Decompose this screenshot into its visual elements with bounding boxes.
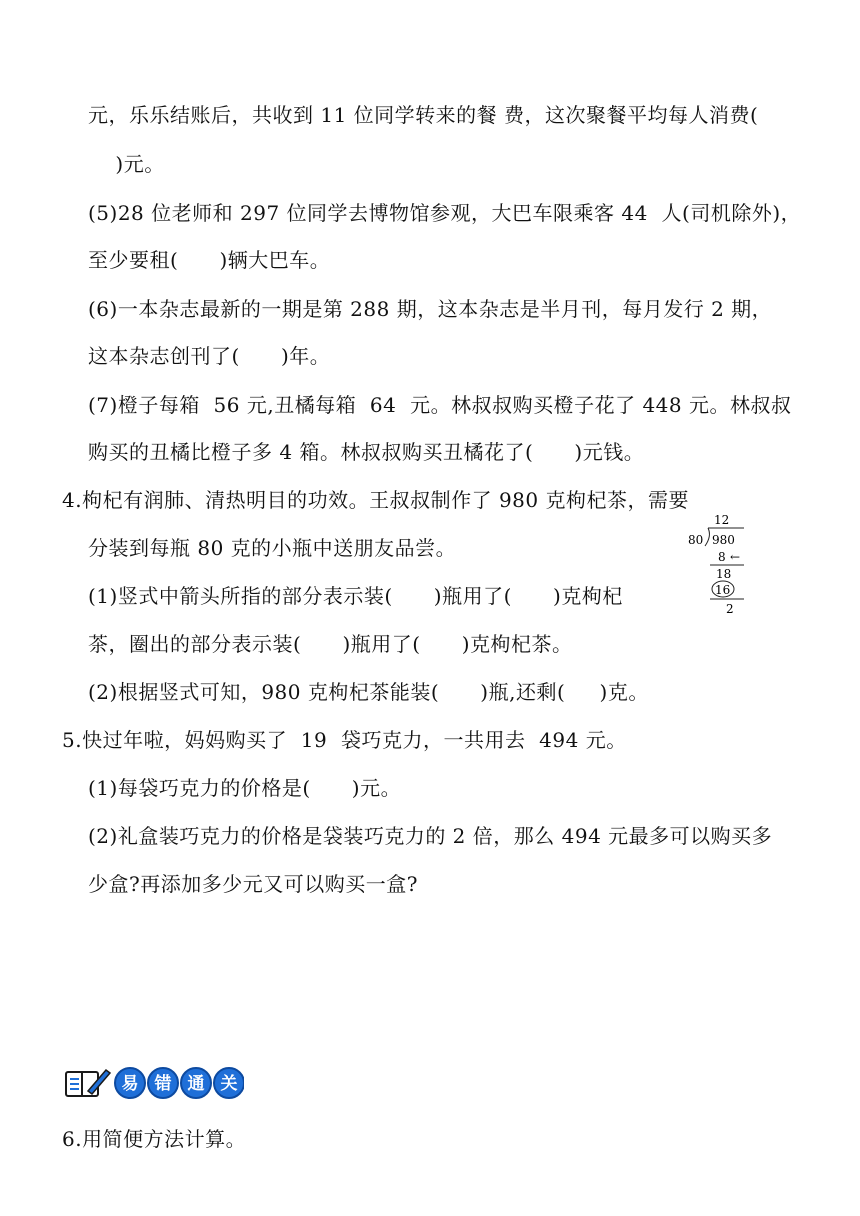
banner-char-badge	[214, 1068, 244, 1098]
division-remainder: 2	[726, 602, 734, 616]
text-line: (7)橙子每箱 56 元,丑橘每箱 64 元。林叔叔购买橙子花了 448 元。林叔叔	[88, 393, 792, 417]
text-line: 6.用简便方法计算。	[62, 1127, 247, 1151]
banner-char-badge	[148, 1068, 178, 1098]
text-line: 购买的丑橘比橙子多 4 箱。林叔叔购买丑橘花了( )元钱。	[88, 440, 645, 464]
text-line: 茶，圈出的部分表示装( )瓶用了( )克枸杞茶。	[88, 632, 573, 656]
text-line: 元，乐乐结账后，共收到 11 位同学转来的餐 费，这次聚餐平均每人消费(	[88, 103, 759, 127]
long-division-figure	[684, 512, 754, 617]
text-line: 少盒?再添加多少元又可以购买一盒?	[88, 872, 418, 896]
banner-char: 通	[187, 1074, 205, 1094]
text-line: 4.枸杞有润肺、清热明目的功效。王叔叔制作了 980 克枸杞茶，需要	[62, 488, 689, 512]
text-line: 分装到每瓶 80 克的小瓶中送朋友品尝。	[88, 536, 457, 560]
text-line: 5.快过年啦，妈妈购买了 19 袋巧克力，一共用去 494 元。	[62, 728, 627, 752]
section-banner	[64, 1063, 244, 1103]
division-step1: 8	[718, 550, 726, 564]
banner-char: 易	[121, 1074, 139, 1094]
text-line: )元。	[88, 152, 165, 176]
text-line: (1)每袋巧克力的价格是( )元。	[88, 776, 402, 800]
banner-char: 关	[220, 1074, 238, 1094]
text-line: (6)一本杂志最新的一期是第 288 期，这本杂志是半月刊，每月发行 2 期，	[88, 297, 773, 321]
division-dividend: 980	[712, 533, 735, 547]
arrow-left-icon: ←	[730, 550, 741, 564]
text-line: (2)根据竖式可知，980 克枸杞茶能装( )瓶,还剩( )克。	[88, 680, 649, 704]
text-line: (2)礼盒装巧克力的价格是袋装巧克力的 2 倍，那么 494 元最多可以购买多	[88, 824, 773, 848]
text-line: 至少要租( )辆大巴车。	[88, 248, 331, 272]
division-step3: 16	[715, 583, 731, 597]
banner-char-badge	[115, 1068, 145, 1098]
banner-char-badge	[181, 1068, 211, 1098]
banner-char: 错	[154, 1074, 172, 1094]
division-step2: 18	[716, 567, 732, 581]
book-pencil-icon	[66, 1070, 110, 1096]
text-line: 这本杂志创刊了( )年。	[88, 344, 331, 368]
division-quotient: 12	[714, 513, 730, 527]
division-bracket	[705, 528, 709, 546]
text-line: (5)28 位老师和 297 位同学去博物馆参观，大巴车限乘客 44 人(司机除外)，	[88, 201, 802, 225]
division-divisor: 80	[688, 533, 704, 547]
text-line: (1)竖式中箭头所指的部分表示装( )瓶用了( )克枸杞	[88, 584, 623, 608]
